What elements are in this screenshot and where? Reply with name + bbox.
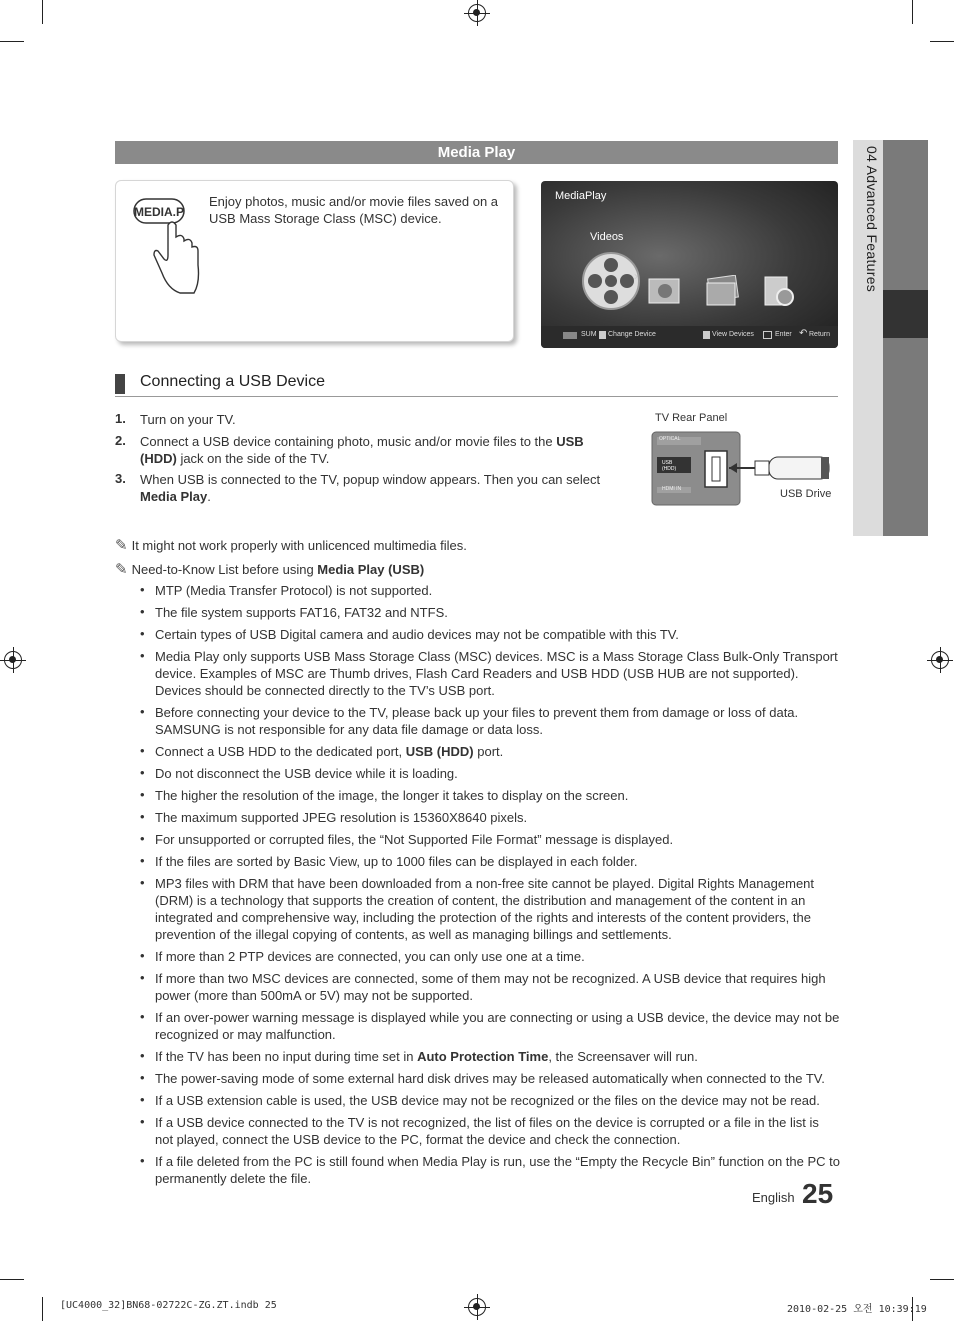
- usb-hdd-term: USB (HDD): [140, 434, 584, 466]
- button-a-icon: [599, 331, 606, 339]
- list-item: • If a USB device connected to the TV is not recognized, the list of files on the device is corrupted or a file in the list is not played, connect the USB device to the PC, format the device and check the connection.: [140, 1114, 840, 1148]
- list-item: • MTP (Media Transfer Protocol) is not supported.: [140, 582, 840, 599]
- section-divider: [115, 396, 838, 397]
- page-language: English: [752, 1190, 795, 1205]
- usb-drive-label: USB Drive: [780, 488, 832, 500]
- list-item-text: Connect a USB HDD to the dedicated port,: [155, 744, 406, 759]
- note-text: It might not work properly with unlicenced multimedia files.: [131, 538, 467, 553]
- photo-icon: [647, 275, 683, 307]
- note-text: Need-to-Know List before using: [131, 562, 318, 577]
- list-item: • If a USB extension cable is used, the USB device may not be recognized or the files on the device may not be read.: [140, 1092, 840, 1109]
- list-item-text: port.: [473, 744, 504, 759]
- enter-label[interactable]: Enter: [775, 331, 792, 338]
- step-number: 2.: [115, 433, 126, 448]
- list-item: • For unsupported or corrupted files, the “Not Supported File Format” message is displayed.: [140, 831, 840, 848]
- step-text-part: jack on the side of the TV.: [176, 451, 330, 466]
- list-item: • If more than two MSC devices are connected, some of them may not be recognized. A USB device that requires high power (more than 500mA or 5V) may not be supported.: [140, 970, 840, 1004]
- chapter-label: 04 Advanced Features: [864, 146, 880, 293]
- list-item-text: If the TV has been no input during time set in: [155, 1049, 418, 1064]
- list-item: • MP3 files with DRM that have been downloaded from a non-free site cannot be played. Digital Rights Management (DRM) is a technology that supports the creation of content, the distribution and management of the content in an integrated and comprehensive way, including the protection of the rights and interests of the content providers, the prevention of the illegal copying of contents, as well as managing billings and settlements.: [140, 875, 840, 943]
- list-item: • The higher the resolution of the image, the longer it takes to display on the screen.: [140, 787, 840, 804]
- list-item: • Certain types of USB Digital camera and audio devices may not be compatible with this TV.: [140, 626, 840, 643]
- crop-mark: [930, 1279, 954, 1280]
- pencil-note-icon: ✎: [115, 561, 128, 578]
- list-item: • Before connecting your device to the TV, please back up your files to prevent them from damage or loss of data. SAMSUNG is not responsible for any data file damage or data loss.: [140, 704, 840, 738]
- remote-button-hand-icon: [128, 193, 208, 299]
- chapter-tab-edge: [883, 140, 928, 536]
- section-title: Connecting a USB Device: [140, 373, 325, 390]
- step-text: [140, 433, 610, 467]
- step-text-part: Connect a USB device containing photo, music and/or movie files to the: [140, 434, 557, 449]
- list-item: • If a file deleted from the PC is still found when Media Play is run, use the “Empty the Recycle Bin” function on the PC to permanently delete the file.: [140, 1153, 840, 1187]
- registration-mark-icon: [468, 4, 486, 22]
- print-file-info: [UC4000_32]BN68-02722C-ZG.ZT.indb 25: [60, 1300, 277, 1311]
- registration-mark-icon: [931, 651, 949, 669]
- registration-mark-icon: [4, 651, 22, 669]
- note: [115, 536, 467, 554]
- return-icon: ↶: [799, 328, 808, 339]
- step-number: 3.: [115, 471, 126, 486]
- list-item: • The power-saving mode of some external hard disk drives may be released automatically when connected to the TV.: [140, 1070, 840, 1087]
- crop-mark: [912, 0, 913, 24]
- list-item: • If more than 2 PTP devices are connected, you can only use one at a time.: [140, 948, 840, 965]
- page-number: 25: [802, 1178, 834, 1209]
- intro-text: Enjoy photos, music and/or movie files saved on a USB Mass Storage Class (MSC) device.: [209, 194, 499, 226]
- usb-hdd-port-label: USB (HDD): [662, 460, 677, 472]
- mediaplay-title: MediaPlay: [555, 190, 607, 202]
- photos-stack-icon: [703, 275, 741, 307]
- crop-mark: [0, 1279, 24, 1280]
- step-number: 1.: [115, 411, 126, 426]
- tv-rear-panel-label: TV Rear Panel: [655, 412, 728, 424]
- media-p-button-label: MEDIA.P: [133, 205, 185, 219]
- list-item: • The file system supports FAT16, FAT32 and NTFS.: [140, 604, 840, 621]
- crop-mark: [0, 41, 24, 42]
- button-d-icon: [703, 331, 710, 339]
- print-timestamp: 2010-02-25 오전 10:39:19: [787, 1304, 927, 1315]
- registration-mark-icon: [468, 1298, 486, 1316]
- enter-icon: [763, 331, 772, 339]
- note: [115, 560, 424, 578]
- step-text: [140, 471, 610, 505]
- list-item: • If the files are sorted by Basic View, up to 1000 files can be displayed in each folder.: [140, 853, 840, 870]
- list-item: • Do not disconnect the USB device while it is loading.: [140, 765, 840, 782]
- crop-mark: [42, 1297, 43, 1321]
- crop-mark: [42, 0, 43, 24]
- list-item: • If an over-power warning message is displayed while you are connecting or using a USB device, the device may not be recognized or may malfunction.: [140, 1009, 840, 1043]
- change-device-label[interactable]: Change Device: [608, 331, 656, 338]
- chevron-right-icon: ›: [634, 269, 638, 283]
- mediaplay-control-bar: [541, 326, 838, 348]
- list-item: • Media Play only supports USB Mass Storage Class (MSC) devices. MSC is a Mass Storage Class Bulk-Only Transport device. Examples of MSC are Thumb drives, Flash Card Readers and USB HDD (USB HUB are not supported). Devices should be connected directly to the TV’s USB port.: [140, 648, 840, 699]
- pencil-note-icon: ✎: [115, 537, 128, 554]
- menu-item-videos[interactable]: Videos: [590, 231, 624, 243]
- section-header: Media Play: [115, 141, 838, 164]
- mediaplay-screen: [541, 181, 838, 348]
- auto-protection-time-term: Auto Protection Time: [417, 1049, 549, 1064]
- return-label[interactable]: Return: [809, 331, 831, 338]
- media-play-usb-term: Media Play (USB): [317, 562, 425, 577]
- settings-icon: [761, 275, 797, 309]
- list-item: [140, 743, 840, 760]
- usb-hdd-term: USB (HDD): [405, 744, 474, 759]
- step-text-part: When USB is connected to the TV, popup window appears. Then you can select: [140, 472, 601, 487]
- step-text: Turn on your TV.: [140, 412, 236, 427]
- list-item-text: , the Screensaver will run.: [548, 1049, 698, 1064]
- section-marker: [115, 374, 125, 394]
- view-devices-label[interactable]: View Devices: [712, 331, 754, 338]
- sum-icon: [563, 332, 577, 339]
- crop-mark: [930, 41, 954, 42]
- list-item: • The maximum supported JPEG resolution is 15360X8640 pixels.: [140, 809, 840, 826]
- step-text-part: .: [207, 489, 211, 504]
- sum-label: SUM: [581, 331, 597, 338]
- hdmi-in-port-label: HDMI IN: [662, 486, 682, 492]
- chapter-tab-marker: [883, 290, 928, 338]
- optical-port-label: OPTICAL: [659, 436, 681, 442]
- need-to-know-list: [140, 582, 840, 1192]
- media-play-term: Media Play: [140, 489, 208, 504]
- list-item: [140, 1048, 840, 1065]
